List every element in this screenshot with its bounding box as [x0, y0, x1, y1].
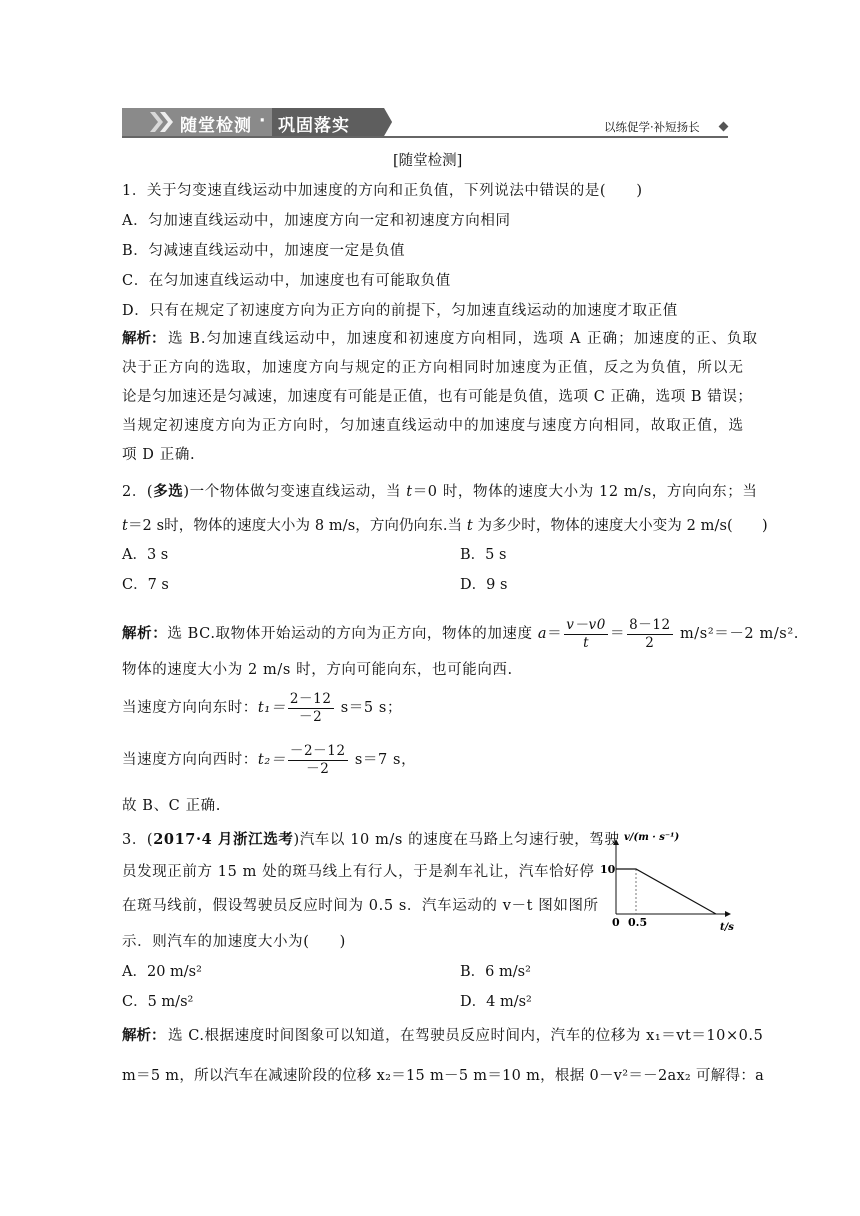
q3-stem-line1 [122, 830, 620, 850]
q3-stem-line: 示．则汽车的加速度大小为( ) [122, 934, 346, 950]
banner-shape [122, 108, 392, 136]
q2-a-var: a [537, 626, 548, 642]
header-slogan: 以练促学·补短扬长 [604, 120, 700, 134]
q2-t-var: t [406, 484, 413, 500]
q3-analysis-line: m＝5 m，所以汽车在减速阶段的位移 x₂＝15 m－5 m＝10 m，根据 0－v²＝－2ax₂ 可解得：a [122, 1068, 765, 1084]
q2-stem-line1 [122, 482, 757, 502]
east-text: 当速度方向向东时： [122, 700, 258, 716]
q3-option-d: D．4 m/s² [460, 994, 532, 1010]
fraction-numerator: v－v0 [566, 616, 606, 633]
fraction [288, 743, 348, 778]
q3-text: )汽车以 10 m/s 的速度在马路上匀速行驶，驾驶 [293, 832, 620, 848]
fraction-numerator: 2－12 [289, 690, 332, 707]
q2-analysis-label: 解析： [122, 625, 168, 642]
q2-analysis-line1 [122, 616, 799, 652]
q1-analysis-line: 决于正方向的选取，加速度方向与规定的正方向相同时加速度为正值，反之为负值，所以无 [122, 360, 744, 376]
q1-analysis-line: 论是匀加速还是匀减速，加速度有可能是正值，也有可能是负值，选项 C 正确，选项 B 错误； [122, 389, 753, 405]
eq-sign: ＝ [547, 626, 563, 642]
fraction-denominator: －2 [299, 708, 323, 725]
x-axis-label: t/s [720, 922, 734, 933]
q2-t-var: t [122, 518, 128, 534]
q2-east-line [122, 690, 402, 726]
q1-option-d: D．只有在规定了初速度方向为正方向的前提下，匀加速直线运动的加速度才取正值 [122, 303, 678, 319]
q2-number: 2．( [122, 484, 154, 500]
fraction-denominator: －2 [306, 760, 330, 777]
x-tick-label: 0.5 [628, 916, 648, 929]
q1-option-a: A．匀加速直线运动中，加速度方向一定和初速度方向相同 [122, 213, 511, 229]
q3-option-c: C．5 m/s² [122, 994, 194, 1010]
q2-text: )一个物体做匀变速直线运动，当 [183, 484, 407, 500]
y-tick-label: 10 [600, 863, 616, 876]
acceleration-result: m/s²＝－2 m/s². [674, 626, 799, 642]
q3-option-a: A．20 m/s² [122, 964, 202, 980]
q2-analysis-line2: 物体的速度大小为 2 m/s 时，方向可能向东，也可能向西. [122, 662, 513, 678]
fraction-denominator: t [583, 634, 590, 651]
banner-dot: · [259, 111, 267, 131]
q1-analysis-line: 项 D 正确. [122, 447, 196, 463]
q3-analysis-label: 解析： [122, 1027, 166, 1044]
fraction-numerator: －2－12 [289, 742, 346, 759]
q2-t-var: t [466, 518, 473, 534]
t1-var: t₁＝ [257, 700, 286, 716]
q2-option-b: B．5 s [460, 547, 507, 563]
t2-var: t₂＝ [257, 752, 286, 768]
diamond-icon [719, 122, 729, 132]
q3-number: 3．( [122, 832, 154, 848]
q2-analysis-text: 选 BC.取物体开始运动的方向为正方向，物体的加速度 [167, 626, 538, 642]
vt-graph [600, 826, 740, 941]
x-origin-label: 0 [612, 916, 620, 929]
east-result: s＝5 s； [335, 700, 403, 716]
q2-text: ＝0 时，物体的速度大小为 12 m/s，方向向东；当 [412, 484, 758, 500]
section-title: [随堂检测] [393, 153, 463, 169]
q3-option-b: B．6 m/s² [460, 964, 531, 980]
q2-tag: 多选 [153, 483, 184, 500]
fraction [288, 691, 334, 726]
west-result: s＝7 s， [349, 752, 417, 768]
q1-analysis-line: 当规定初速度方向为正方向时，匀加速直线运动中的加速度与速度方向相同，故取正值，选 [122, 418, 744, 434]
banner-right-text: 巩固落实 [278, 116, 350, 136]
q2-text: 为多少时，物体的速度大小变为 2 m/s( ) [472, 518, 768, 534]
fraction-numerator: 8－12 [629, 616, 671, 633]
q1-analysis-label: 解析： [122, 330, 166, 347]
q1-analysis-line: 选 B.匀加速直线运动中，加速度和初速度方向相同，选项 A 正确；加速度的正、负取 [168, 331, 759, 347]
eq-sign: ＝ [609, 626, 626, 642]
q1-option-b: B．匀减速直线运动中，加速度一定是负值 [122, 243, 406, 259]
q2-west-line [122, 742, 416, 778]
header-banner [122, 108, 392, 136]
q1-stem: 1．关于匀变速直线运动中加速度的方向和正负值，下列说法中错误的是( ) [122, 183, 643, 199]
q3-tag: 2017·4 月浙江选考 [153, 831, 294, 848]
q2-text: ＝2 s时，物体的速度大小为 8 m/s，方向仍向东.当 [127, 518, 467, 534]
q2-conclusion: 故 B、C 正确. [122, 798, 221, 814]
q3-stem-line: 员发现正前方 15 m 处的斑马线上有行人，于是刹车礼让，汽车恰好停 [122, 864, 595, 880]
fraction [564, 617, 608, 652]
banner-left-text: 随堂检测 [180, 116, 252, 136]
q2-option-a: A．3 s [122, 547, 169, 563]
velocity-series [616, 869, 716, 914]
q1-option-c: C．在匀加速直线运动中，加速度也有可能取负值 [122, 273, 451, 289]
west-text: 当速度方向向西时： [122, 752, 258, 768]
q2-stem-line2 [122, 516, 768, 536]
fraction-denominator: 2 [645, 634, 655, 651]
q3-analysis-line: 选 C.根据速度时间图象可以知道，在驾驶员反应时间内，汽车的位移为 x₁＝vt＝10×0.5 [168, 1028, 764, 1044]
y-axis-label: v/(m · s⁻¹) [624, 832, 680, 843]
q2-option-d: D．9 s [460, 577, 508, 593]
fraction [627, 617, 673, 652]
q2-option-c: C．7 s [122, 577, 169, 593]
q3-stem-line: 在斑马线前，假设驾驶员反应时间为 0.5 s．汽车运动的 v－t 图如图所 [122, 898, 599, 914]
